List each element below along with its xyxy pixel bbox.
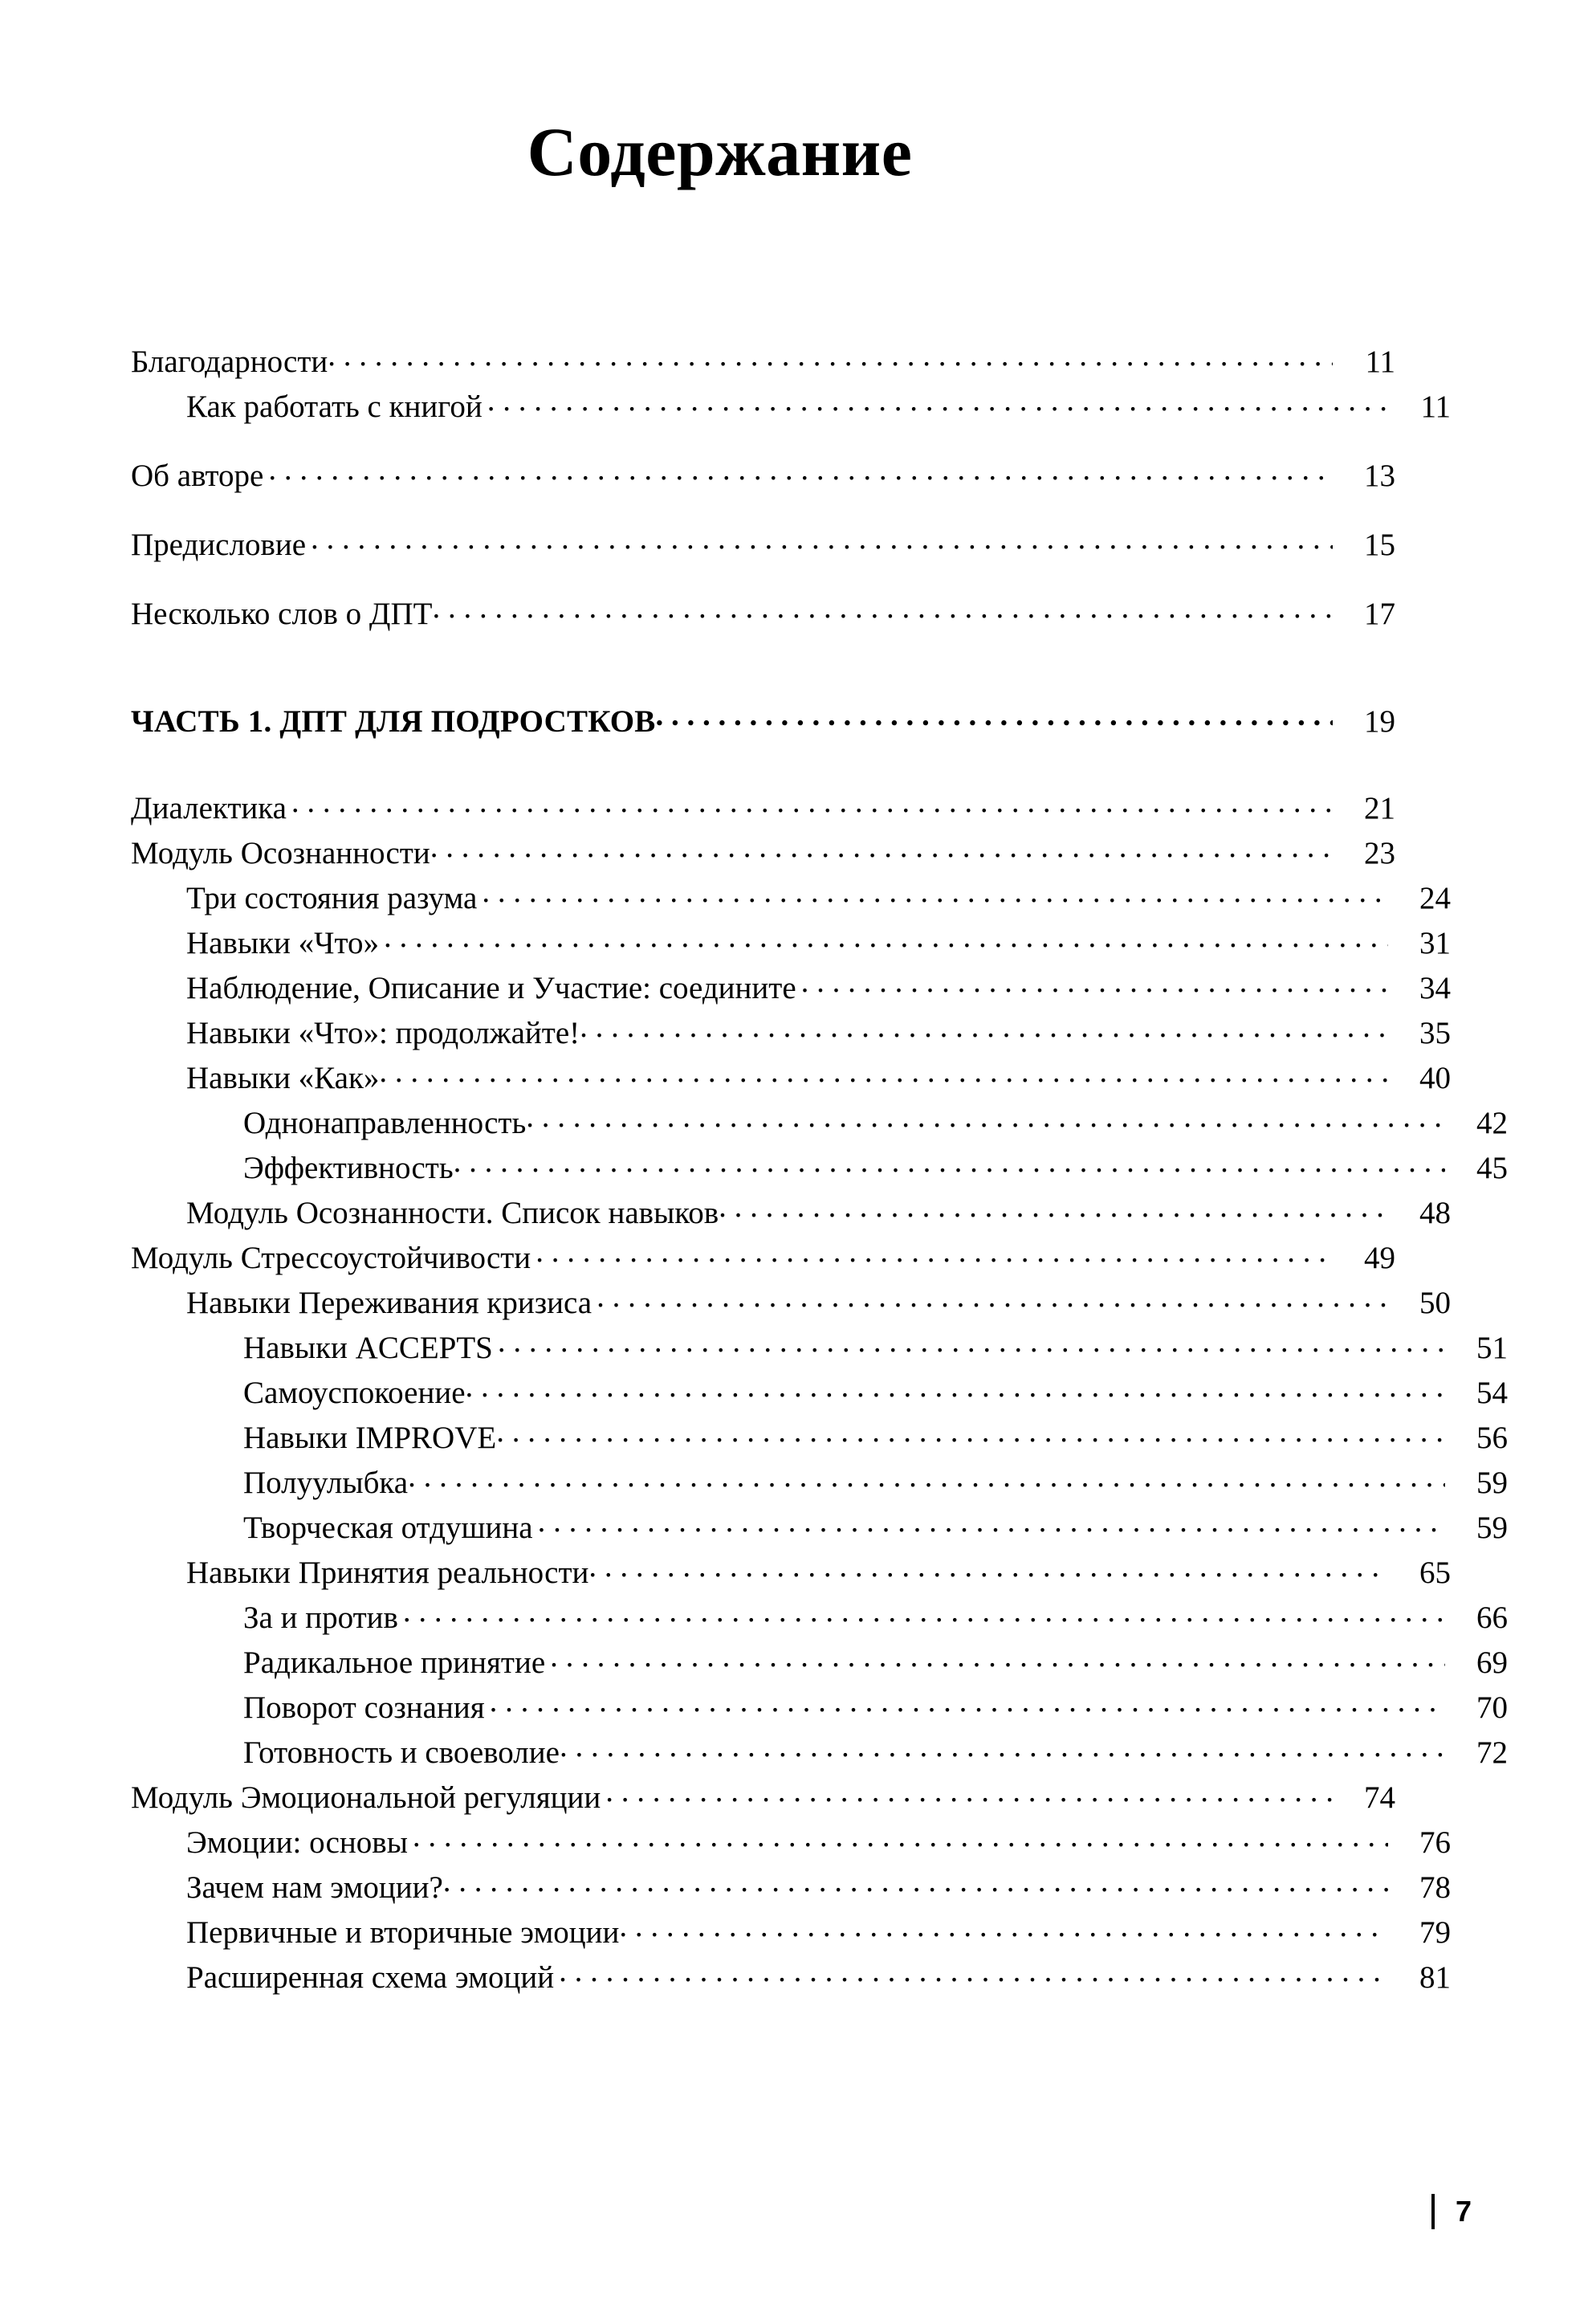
toc-entry[interactable]: [131, 1012, 1451, 1057]
toc-entry[interactable]: [131, 1956, 1451, 2001]
table-of-contents: [131, 340, 1508, 2001]
dot-leader: [490, 1686, 1445, 1718]
dot-leader: [408, 1462, 1445, 1493]
toc-entry-label: Зачем нам эмоции?: [186, 1870, 443, 1905]
toc-entry-label: Навыки «Что»: [186, 926, 380, 960]
dot-leader: [498, 1327, 1445, 1358]
toc-entry[interactable]: [131, 1731, 1508, 1776]
toc-entry-page-number: 23: [1364, 836, 1395, 870]
toc-entry-label: Модуль Осознанности: [131, 836, 430, 870]
toc-entry-page-number: 34: [1419, 971, 1451, 1005]
toc-entry-page-number: 54: [1476, 1376, 1508, 1410]
toc-entry-label: Эмоции: основы: [186, 1825, 408, 1860]
toc-entry[interactable]: [131, 1237, 1395, 1282]
toc-entry-page-number: 79: [1419, 1915, 1451, 1950]
toc-entry-label: Однонаправленность: [243, 1106, 527, 1140]
dot-leader: [560, 1731, 1445, 1763]
toc-entry[interactable]: [131, 1102, 1508, 1147]
toc-entry-label: Навыки Переживания кризиса: [186, 1286, 592, 1320]
toc-entry-page-number: 72: [1476, 1735, 1508, 1770]
dot-leader: [268, 455, 1333, 486]
toc-entry-label: ЧАСТЬ 1. ДПТ ДЛЯ ПОДРОСТКОВ: [131, 704, 656, 739]
toc-entry[interactable]: [131, 1192, 1451, 1237]
toc-entry-page-number: 31: [1419, 926, 1451, 960]
dot-leader: [403, 1596, 1445, 1628]
toc-entry-page-number: 40: [1419, 1061, 1451, 1095]
dot-leader: [291, 787, 1333, 818]
toc-entry[interactable]: [131, 385, 1451, 430]
dot-leader: [466, 1372, 1445, 1403]
toc-entry-page-number: 59: [1476, 1511, 1508, 1545]
dot-leader: [379, 1057, 1388, 1088]
toc-entry-page-number: 11: [1420, 389, 1451, 424]
footer-rule: [1431, 2194, 1435, 2229]
toc-entry-page-number: 76: [1419, 1825, 1451, 1860]
dot-leader: [801, 967, 1388, 998]
toc-entry-label: Первичные и вторичные эмоции: [186, 1915, 620, 1950]
toc-entry-label: Полуулыбка: [243, 1466, 409, 1500]
toc-entry-page-number: 78: [1419, 1870, 1451, 1905]
dot-leader: [588, 1551, 1388, 1583]
toc-entry-label: Благодарности: [131, 345, 328, 379]
toc-entry[interactable]: [131, 1327, 1508, 1372]
toc-entry[interactable]: [131, 1417, 1508, 1462]
toc-entry-label: Навыки ACCEPTS: [243, 1331, 493, 1365]
toc-entry-label: Расширенная схема эмоций: [186, 1960, 555, 1995]
toc-entry[interactable]: [131, 340, 1395, 385]
toc-entry-page-number: 66: [1476, 1600, 1508, 1635]
toc-entry-page-number: 11: [1365, 345, 1395, 379]
toc-entry[interactable]: [131, 1507, 1508, 1551]
dot-leader: [538, 1507, 1445, 1538]
toc-entry[interactable]: [131, 700, 1395, 745]
dot-leader: [656, 700, 1334, 732]
toc-entry-label: Модуль Эмоциональной регуляции: [131, 1780, 601, 1815]
toc-entry-page-number: 24: [1419, 881, 1451, 915]
toc-entry[interactable]: [131, 922, 1451, 967]
dot-leader: [597, 1282, 1388, 1313]
toc-entry-label: За и против: [243, 1600, 398, 1635]
dot-leader: [605, 1776, 1333, 1808]
toc-entry-page-number: 48: [1419, 1196, 1451, 1230]
dot-leader: [719, 1192, 1388, 1223]
toc-entry[interactable]: [131, 787, 1395, 832]
toc-entry-page-number: 21: [1364, 791, 1395, 826]
toc-entry-page-number: 81: [1419, 1960, 1451, 1995]
toc-entry[interactable]: [131, 1282, 1451, 1327]
toc-entry-label: Три состояния разума: [186, 881, 478, 915]
toc-entry-page-number: 65: [1419, 1555, 1451, 1590]
toc-entry-label: Творческая отдушина: [243, 1511, 533, 1545]
toc-entry[interactable]: [131, 1372, 1508, 1417]
toc-entry[interactable]: [131, 1776, 1395, 1821]
toc-entry-label: Навыки Принятия реальности: [186, 1555, 589, 1590]
dot-leader: [432, 593, 1333, 624]
dot-leader: [430, 832, 1333, 863]
toc-entry[interactable]: [131, 1057, 1451, 1102]
toc-entry[interactable]: [131, 1821, 1451, 1866]
toc-entry-page-number: 59: [1476, 1466, 1508, 1500]
toc-entry-label: Эффективность: [243, 1151, 454, 1185]
toc-entry[interactable]: [131, 877, 1451, 922]
dot-leader: [496, 1417, 1445, 1448]
dot-leader: [487, 385, 1388, 417]
toc-entry-label: Модуль Стрессоустойчивости: [131, 1241, 531, 1275]
page-footer: [1431, 2194, 1472, 2229]
toc-entry-label: Навыки IMPROVE: [243, 1421, 497, 1455]
toc-entry-label: Самоуспокоение: [243, 1376, 466, 1410]
toc-entry[interactable]: [131, 524, 1395, 569]
toc-entry-page-number: 13: [1364, 459, 1395, 493]
toc-entry-label: Как работать с книгой: [186, 389, 483, 424]
dot-leader: [311, 524, 1333, 555]
toc-entry-label: Поворот сознания: [243, 1690, 485, 1725]
page-title: Содержание: [527, 112, 913, 190]
dot-leader: [443, 1866, 1388, 1898]
toc-entry[interactable]: [131, 1686, 1508, 1731]
dot-leader: [535, 1237, 1333, 1268]
dot-leader: [384, 922, 1388, 953]
toc-entry[interactable]: [131, 593, 1395, 638]
toc-entry-label: Навыки «Что»: продолжайте!: [186, 1016, 580, 1050]
folio-number: 7: [1455, 2195, 1472, 2228]
toc-entry-page-number: 50: [1419, 1286, 1451, 1320]
toc-entry-label: Об авторе: [131, 459, 264, 493]
toc-entry-label: Наблюдение, Описание и Участие: соедините: [186, 971, 796, 1005]
toc-entry-page-number: 35: [1419, 1016, 1451, 1050]
dot-leader: [413, 1821, 1388, 1853]
toc-entry-page-number: 70: [1476, 1690, 1508, 1725]
toc-entry-label: Диалектика: [131, 791, 287, 826]
toc-entry[interactable]: [131, 1641, 1508, 1686]
toc-entry-page-number: 56: [1476, 1421, 1508, 1455]
toc-entry[interactable]: [131, 967, 1451, 1012]
dot-leader: [482, 877, 1388, 908]
toc-entry-page-number: 74: [1364, 1780, 1395, 1815]
toc-entry[interactable]: [131, 1551, 1451, 1596]
toc-entry[interactable]: [131, 832, 1395, 877]
dot-leader: [550, 1641, 1445, 1673]
toc-entry[interactable]: [131, 1911, 1451, 1956]
toc-entry-page-number: 69: [1476, 1645, 1508, 1680]
toc-entry-label: Несколько слов о ДПТ: [131, 597, 433, 631]
toc-entry[interactable]: [131, 455, 1395, 499]
toc-entry-page-number: 49: [1364, 1241, 1395, 1275]
toc-entry[interactable]: [131, 1462, 1508, 1507]
toc-entry-page-number: 15: [1364, 528, 1395, 562]
dot-leader: [328, 340, 1333, 372]
toc-entry-label: Навыки «Как»: [186, 1061, 380, 1095]
toc-entry-page-number: 17: [1364, 597, 1395, 631]
dot-leader: [559, 1956, 1388, 1988]
dot-leader: [580, 1012, 1388, 1043]
toc-entry-label: Готовность и своеволие: [243, 1735, 560, 1770]
dot-leader: [526, 1102, 1445, 1133]
dot-leader: [619, 1911, 1388, 1943]
toc-entry-label: Модуль Осознанности. Список навыков: [186, 1196, 719, 1230]
toc-entry-page-number: 42: [1476, 1106, 1508, 1140]
toc-entry-page-number: 51: [1476, 1331, 1508, 1365]
toc-entry[interactable]: [131, 1596, 1508, 1641]
toc-entry[interactable]: [131, 1866, 1451, 1911]
dot-leader: [454, 1147, 1445, 1178]
toc-entry-label: Предисловие: [131, 528, 307, 562]
toc-entry-page-number: 45: [1476, 1151, 1508, 1185]
toc-entry-page-number: 19: [1364, 704, 1395, 739]
toc-entry[interactable]: [131, 1147, 1508, 1192]
toc-entry-label: Радикальное принятие: [243, 1645, 546, 1680]
